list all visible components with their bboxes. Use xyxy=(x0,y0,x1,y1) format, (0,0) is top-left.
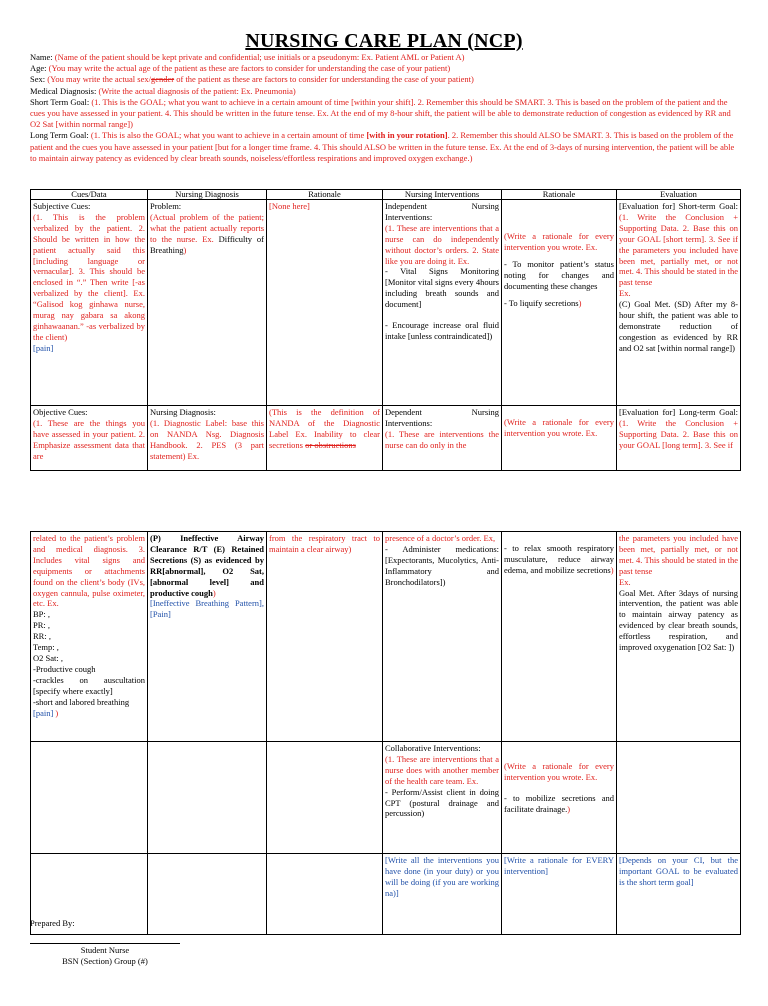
col-header-cues: Cues/Data xyxy=(31,190,148,200)
table-row xyxy=(31,200,741,406)
long-term-goal-line: Long Term Goal: (1. This is also the GOAL; what you want to achieve in a certain amount of time [with in your rotation]. 2. Remember this should ALSO be SMART. 3. This is based on the problem of the patient and the cues you have assessed in your patient [but for a longer time frame. 4. This should ALSO be written in the future tense. Ex. At the end of 3-days of nursing intervention, the patient will be able to maintain airway patency as evidenced by clear breath sounds, noiseless/effortless respirations and improved oxygen exchange.) xyxy=(30,130,735,163)
collaborative-interventions-cell: Collaborative Interventions: (1. These are interventions that a nurse does with another member of the health care team. Ex. - Perform/Assist client in doing CPT (postural drainage and percussion) xyxy=(383,742,502,854)
short-term-evaluation-cell: [Evaluation for] Short-term Goal: (1. Write the Conclusion + Supporting Data. 2. Base this on your GOAL [short term]. 3. See if the parameters you included have been met, partially met, or not met. 4. This should be stated in the past tense Ex. (C) Goal Met. (SD) After my 8-hour shift, the patient was able to demonstrate reduction of congestion as evidenced by RR and O2 sat [within normal range]) xyxy=(617,200,741,406)
rationale-cell: [None here] xyxy=(267,200,383,406)
table-row xyxy=(31,742,741,854)
table-row xyxy=(31,406,741,471)
diagnosis-rationale-continued-cell: from the respiratory tract to maintain a clear airway) xyxy=(267,532,383,742)
ncp-table-page2 xyxy=(30,531,741,935)
student-nurse-label: Student Nurse xyxy=(80,945,130,955)
col-header-evaluation: Evaluation xyxy=(617,190,741,200)
long-term-evaluation-continued-cell: the parameters you included have been met, partially met, or not met. 4. This should be stated in the past tense Ex. Goal Met. After 3days of nursing intervention, the patient was able to maintain airway patency as evidenced by clear breath sounds, effortless respiration, and improved oxygenation [O2 Sat: ]) xyxy=(617,532,741,742)
collaborative-rationale-cell: (Write a rationale for every intervention you wrote. Ex. - to mobilize secretions and facilitate drainage.) xyxy=(502,742,617,854)
section-label: BSN (Section) Group (#) xyxy=(62,956,148,966)
objective-cues-continued-cell: related to the patient’s problem and medical diagnosis. 3. Includes vital signs and equipments or attachments found on the client’s body (IVs, oxygen cannula, pulse oximeter, etc. Ex. BP: , PR: , RR: , Temp: , O2 Sat: , -Productive cough -crackles on auscultation [specify where exactly] -short and labored breathing [pain] ) xyxy=(31,532,148,742)
dependent-interventions-continued-cell: presence of a doctor’s order. Ex, - Administer medications: [Expectorants, Mucolytics, Anti-Inflammatory and Bronchodilators]) xyxy=(383,532,502,742)
problem-cell: Problem: (Actual problem of the patient; what the patient actually reports to the nurse. Ex. Difficulty of Breathing) xyxy=(148,200,267,406)
subjective-cues-cell: Subjective Cues: (1. This is the problem verbalized by the patient. 2. Should be written in how the patient actually said this [including language or vernacular]. 3. This should be enclosed in “.” Then write [-as verbalized by the client]. Ex. “Galisod kog ginhawa nurse, murag nay gabara sa akong ginhawaanan.” -as verbalized by the client) [pain] xyxy=(31,200,148,406)
col-header-rationale-2: Rationale xyxy=(502,190,617,200)
patient-header xyxy=(30,52,742,164)
page-title: NURSING CARE PLAN (NCP) xyxy=(245,30,523,52)
evaluation-note-cell: [Depends on your CI, but the important GOAL to be evaluated is the short term goal] xyxy=(617,854,741,935)
diagnosis-statement-cell: (P) Ineffective Airway Clearance R/T (E) Retained Secretions (S) as evidenced by RR[abnormal], O2 Sat, [abnormal level] and productive cough) [Ineffective Breathing Pattern], [Pain] xyxy=(148,532,267,742)
age-line: Age: (You may write the actual age of the patient as these are factors to consider for understanding the case of your patient) xyxy=(30,63,451,74)
signature-block xyxy=(30,943,180,967)
diagnosis-line: Medical Diagnosis: (Write the actual diagnosis of the patient: Ex. Pneumonia) xyxy=(30,85,296,96)
nursing-diagnosis-cell: Nursing Diagnosis: (1. Diagnostic Label: base this on NANDA Nsg. Diagnosis Handbook. 2. PES (3 part statement) Ex. xyxy=(148,406,267,471)
ncp-table-page1 xyxy=(30,189,741,471)
intervention-rationale-cell: (Write a rationale for every intervention you wrote. Ex. - To monitor patient’s status noting for changes and documenting these changes - To liquify secretions) xyxy=(502,200,617,406)
table-row xyxy=(31,532,741,742)
sex-line: Sex: (You may write the actual sex/gender of the patient as these are factors to consider for understanding the case of your patient) xyxy=(30,74,474,85)
long-term-evaluation-cell: [Evaluation for] Long-term Goal: (1. Write the Conclusion + Supporting Data. 2. Base this on your GOAL [long term]. 3. See if xyxy=(617,406,741,471)
table-header-row xyxy=(31,190,741,200)
dependent-rationale-cell: (Write a rationale for every intervention you wrote. Ex. xyxy=(502,406,617,471)
all-rationale-note-cell: [Write a rationale for EVERY intervention] xyxy=(502,854,617,935)
prepared-by-label: Prepared By: xyxy=(30,918,75,928)
independent-interventions-cell: Independent Nursing Interventions: (1. These are interventions that a nurse can do independently without doctor’s orders. 2. State like you are doing it. Ex. - Vital Signs Monitoring [Monitor vital signs every 4hours including breath sounds and document] - Encourage increase oral fluid intake [unless contraindicated]) xyxy=(383,200,502,406)
col-header-rationale: Rationale xyxy=(267,190,383,200)
dependent-interventions-cell: Dependent Nursing Interventions: (1. These are interventions the nurse can do only in the xyxy=(383,406,502,471)
col-header-interventions: Nursing Interventions xyxy=(383,190,502,200)
objective-cues-cell: Objective Cues: (1. These are the things you have assessed in your patient. 2. Emphasize assessment data that are xyxy=(31,406,148,471)
short-term-goal-line: Short Term Goal: (1. This is the GOAL; what you want to achieve in a certain amount of time [within your shift]. 2. Remember this should be SMART. 3. This is based on the problem of the patient and the cues you have assessed in your patient. 4. This should be written in the future tense. Ex. At the end of my 8-hour shift, the patient will be able to demonstrate reduction of congestion as evidenced by RR and O2 Sat [within normal range]) xyxy=(30,96,731,130)
diagnosis-rationale-cell: (This is the definition of NANDA of the Diagnostic Label Ex. Inability to clear secretions or obstructions xyxy=(267,406,383,471)
table-row xyxy=(31,854,741,935)
signature-line xyxy=(30,943,180,944)
dependent-rationale-continued-cell: - to relax smooth respiratory musculature, reduce airway edema, and mobilize secretions) xyxy=(502,532,617,742)
name-line: Name: (Name of the patient should be kept private and confidential; use initials or a pseudonym: Ex. Patient AML or Patient A) xyxy=(30,52,465,62)
all-interventions-note-cell: [Write all the interventions you have done (in your duty) or you will be doing (if you are working na)] xyxy=(383,854,502,935)
col-header-diagnosis: Nursing Diagnosis xyxy=(148,190,267,200)
